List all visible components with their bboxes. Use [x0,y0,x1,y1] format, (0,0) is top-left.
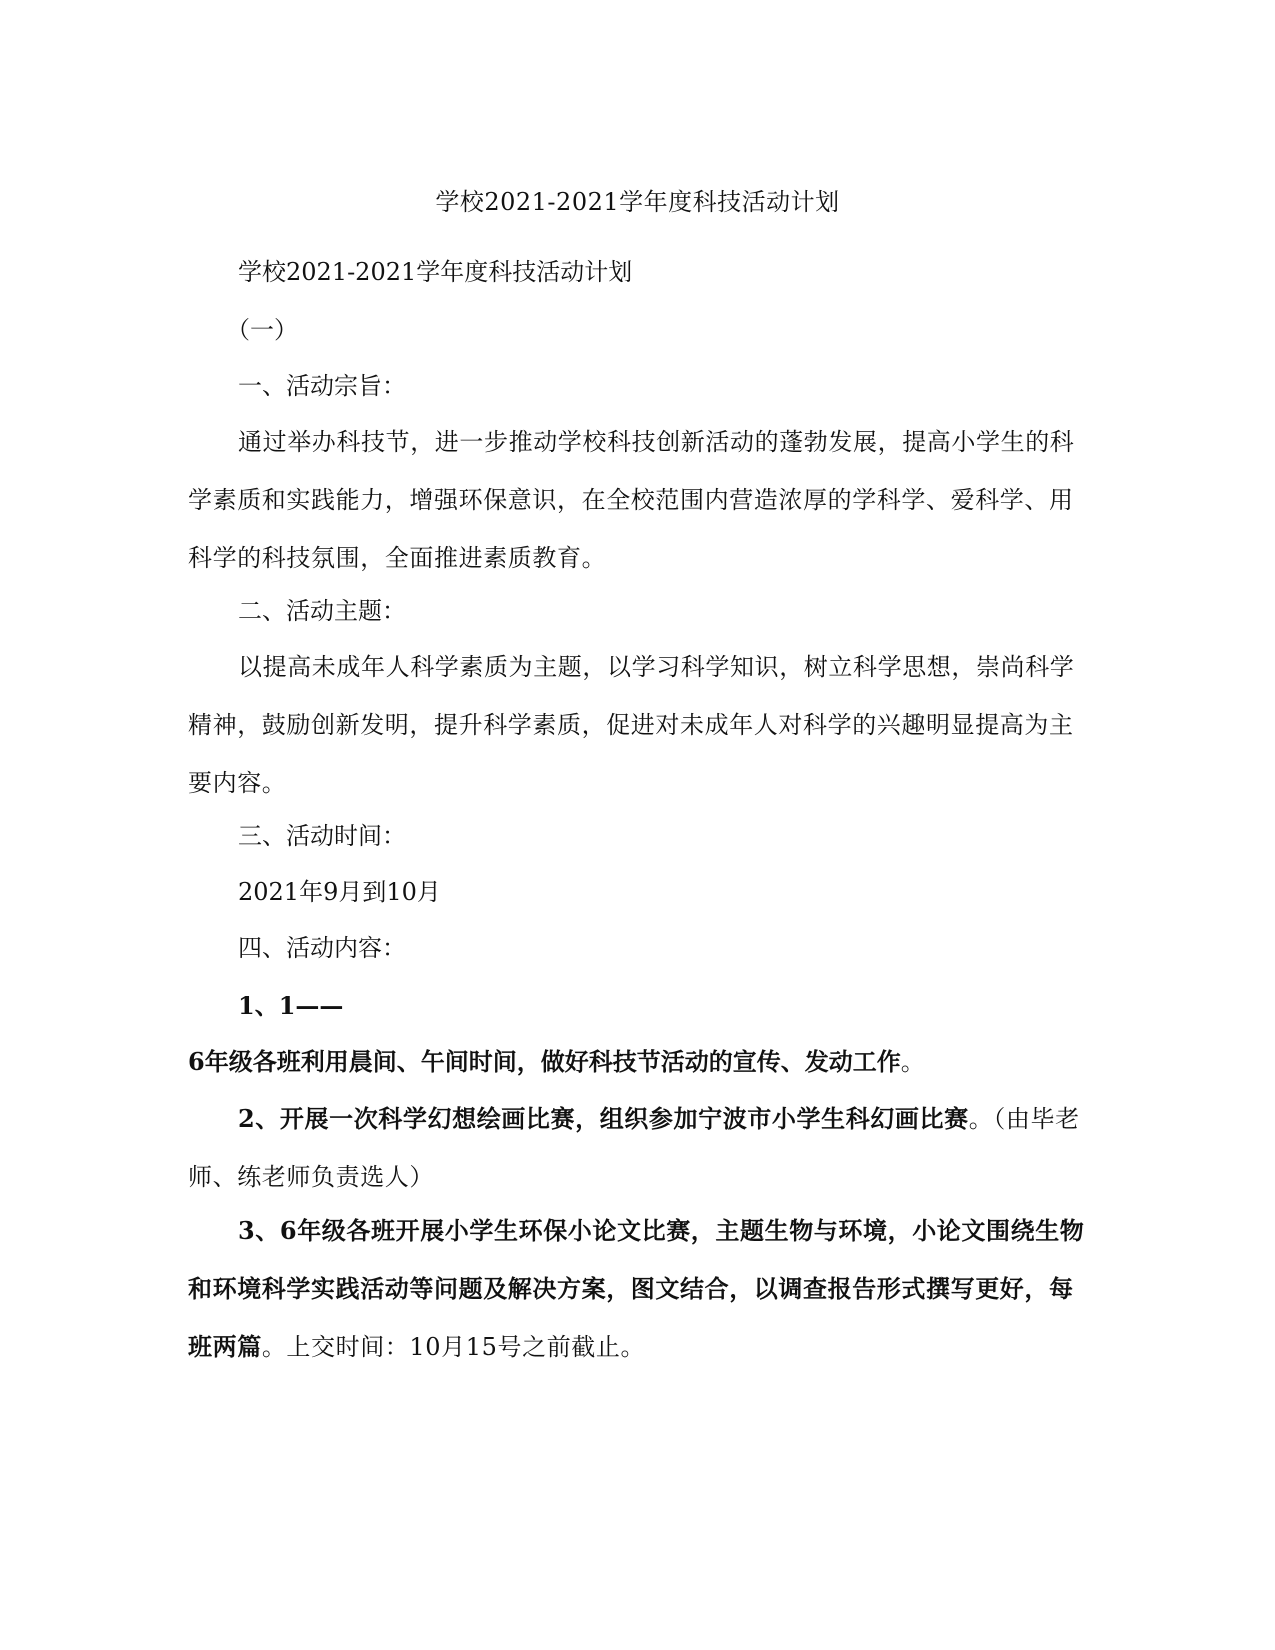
section1-heading: 一、活动宗旨： [238,372,406,400]
item3-normal-text: 。上交时间：10月15号之前截止。 [261,1333,646,1361]
part-label: （一） [226,316,298,344]
item1-body-line [188,1046,925,1078]
item2-paragraph [188,1090,1088,1206]
section3-heading: 三、活动时间： [238,822,406,850]
item3-bold-text: 3、6年级各班开展小学生环保小论文比赛，主题生物与环境，小论文围绕生物和环境科学实践活动等问题及解决方案，图文结合，以调查报告形式撰写更好，每班两篇 [188,1216,1085,1361]
section2-heading: 二、活动主题： [238,597,406,625]
item1-end: 。 [900,1048,925,1076]
section1-body: 通过举办科技节，进一步推动学校科技创新活动的蓬勃发展，提高小学生的科学素质和实践能力，增强环保意识，在全校范围内营造浓厚的学科学、爱科学、用科学的科技氛围，全面推进素质教育。 [188,428,1075,572]
item1-body: 6年级各班利用晨间、午间时间，做好科技节活动的宣传、发动工作 [188,1047,901,1076]
section3-body: 2021年9月到10月 [238,878,441,906]
section4-heading: 四、活动内容： [238,934,406,962]
item2-bold-text: 2、开展一次科学幻想绘画比赛，组织参加宁波市小学生科幻画比赛 [238,1104,969,1133]
document-subtitle: 学校2021-2021学年度科技活动计划 [238,258,633,286]
item2-normal-text: 。（由毕老师、练老师负责选人） [188,1105,1080,1191]
section2-body: 以提高未成年人科学素质为主题，以学习科学知识，树立科学思想，崇尚科学精神，鼓励创新发明，提升科学素质，促进对未成年人对科学的兴趣明显提高为主要内容。 [188,653,1075,797]
item3-paragraph [188,1202,1088,1376]
item1-prefix: 1、1—— [238,991,344,1020]
document-title: 学校2021-2021学年度科技活动计划 [435,188,840,216]
